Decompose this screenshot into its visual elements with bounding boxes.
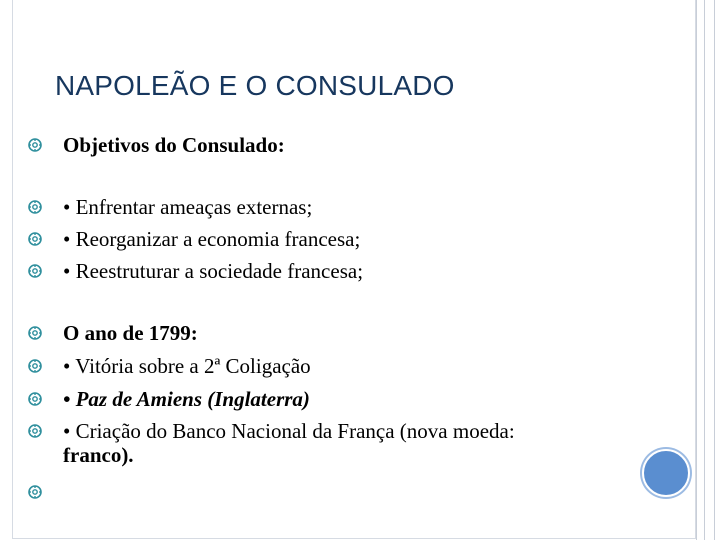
list-item (28, 195, 312, 219)
list-item (28, 387, 310, 411)
gear-bullet-icon (28, 232, 42, 246)
gear-bullet-icon (28, 326, 42, 340)
gear-bullet-icon (28, 392, 42, 406)
list-item (28, 419, 515, 467)
list-item (28, 133, 285, 157)
gear-bullet-icon (28, 200, 42, 214)
gear-bullet-icon (28, 138, 42, 152)
gear-bullet-icon (28, 264, 42, 278)
list-item-text (63, 419, 515, 467)
list-item-text: O ano de 1799: (63, 321, 198, 345)
gear-bullet-icon (28, 485, 42, 499)
gear-bullet-icon (28, 359, 42, 373)
list-item-text: • Enfrentar ameaças externas; (63, 195, 313, 219)
list-item-text-line2: franco). (63, 443, 134, 467)
list-item (28, 321, 198, 345)
right-decor-line-2 (704, 0, 705, 540)
list-item-text: • Reestruturar a sociedade francesa; (63, 259, 364, 283)
list-item (28, 480, 63, 499)
right-decor-line-3 (714, 0, 715, 540)
list-item-text: • Reorganizar a economia francesa; (63, 227, 361, 251)
list-item-text: • Vitória sobre a 2ª Coligação (63, 354, 311, 378)
slide-title: NAPOLEÃO E O CONSULADO (55, 70, 455, 101)
list-item-text: Objetivos do Consulado: (63, 133, 285, 157)
list-item (28, 354, 311, 378)
list-item-text-line1: • Criação do Banco Nacional da França (nova moeda: (63, 419, 515, 443)
decorative-circle (642, 449, 690, 497)
list-item (28, 259, 363, 283)
list-item-text: • Paz de Amiens (Inglaterra) (63, 387, 310, 411)
list-item (28, 227, 360, 251)
right-decor-line-1 (696, 0, 697, 540)
gear-bullet-icon (28, 424, 42, 438)
